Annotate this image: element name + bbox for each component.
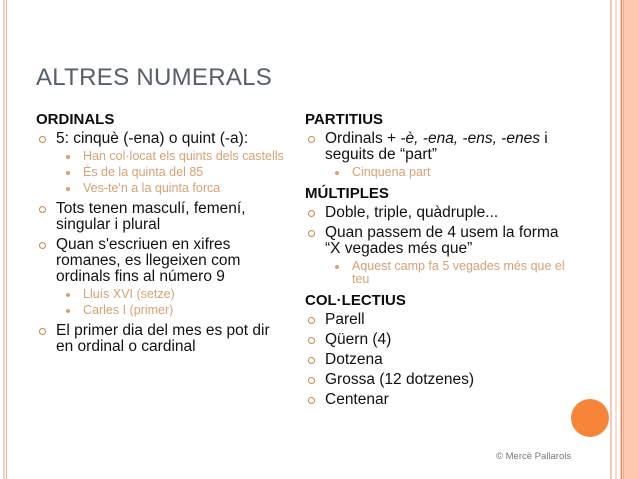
- list-item: Qüern (4): [305, 332, 575, 348]
- dot-bullet-icon: [66, 293, 70, 297]
- dot-bullet-icon: [66, 171, 70, 175]
- right-border-dark-line: [621, 0, 622, 479]
- circle-bullet-icon: [308, 230, 315, 237]
- heading-ordinals: ORDINALS: [36, 111, 115, 128]
- circle-bullet-icon: [39, 136, 46, 143]
- circle-bullet-icon: [39, 206, 46, 213]
- sublist-item: Carles I (primer): [36, 304, 291, 317]
- dot-bullet-icon: [335, 265, 339, 269]
- right-column: [305, 111, 575, 412]
- list-item: 5: cinquè (-ena) o quint (-a):: [36, 131, 291, 147]
- left-border-line: [6, 0, 7, 479]
- list-item: Quan passem de 4 usem la forma “X vegades més que”: [305, 225, 575, 257]
- sublist-item: Aquest camp fa 5 vegades més que el teu: [305, 260, 575, 286]
- sublist: [36, 288, 291, 317]
- sublist-item: És de la quinta del 85: [36, 166, 291, 179]
- heading-partitius: PARTITIUS: [305, 111, 384, 128]
- dot-bullet-icon: [335, 171, 339, 175]
- circle-bullet-icon: [308, 357, 315, 364]
- circle-bullet-icon: [39, 328, 46, 335]
- left-border-stripe: [3, 0, 5, 479]
- dot-bullet-icon: [66, 155, 70, 159]
- sublist: [305, 166, 575, 179]
- sublist: [305, 260, 575, 286]
- list-item: Ordinals + -è, -ena, -ens, -enes i seguits de “part”: [305, 131, 575, 163]
- list-item: El primer dia del mes es pot dir en ordinal o cardinal: [36, 323, 291, 355]
- right-border-line-1: [610, 0, 612, 479]
- sublist-item: Han col·locat els quints dels castells: [36, 150, 291, 163]
- sublist-item: Cinquena part: [305, 166, 575, 179]
- left-column: [36, 111, 291, 359]
- circle-bullet-icon: [308, 397, 315, 404]
- list-item: Tots tenen masculí, femení, singular i plural: [36, 201, 291, 233]
- list-item: Centenar: [305, 392, 575, 408]
- circle-bullet-icon: [39, 242, 46, 249]
- dot-bullet-icon: [66, 187, 70, 191]
- circle-bullet-icon: [308, 136, 315, 143]
- list-item: Parell: [305, 312, 575, 328]
- sublist-item: Lluís XVI (setze): [36, 288, 291, 301]
- circle-bullet-icon: [308, 337, 315, 344]
- circle-bullet-icon: [308, 377, 315, 384]
- sublist: [36, 150, 291, 195]
- list-item: Doble, triple, quàdruple...: [305, 205, 575, 221]
- copyright-footer: © Mercè Pallarols: [496, 451, 572, 462]
- slide-title: ALTRES NUMERALS: [36, 64, 273, 91]
- right-border-line-2: [615, 0, 617, 479]
- heading-collectius: COL·LECTIUS: [305, 292, 406, 309]
- circle-bullet-icon: [308, 210, 315, 217]
- sublist-item: Ves-te'n a la quinta forca: [36, 182, 291, 195]
- list-item: Grossa (12 dotzenes): [305, 372, 575, 388]
- dot-bullet-icon: [66, 309, 70, 313]
- list-item: Quan s'escriuen en xifres romanes, es llegeixen com ordinals fins al número 9: [36, 237, 291, 285]
- heading-multiples: MÚLTIPLES: [305, 185, 389, 202]
- circle-bullet-icon: [308, 317, 315, 324]
- right-border-inner-line: [623, 0, 624, 479]
- decorative-orange-circle: [571, 399, 609, 437]
- list-item: Dotzena: [305, 352, 575, 368]
